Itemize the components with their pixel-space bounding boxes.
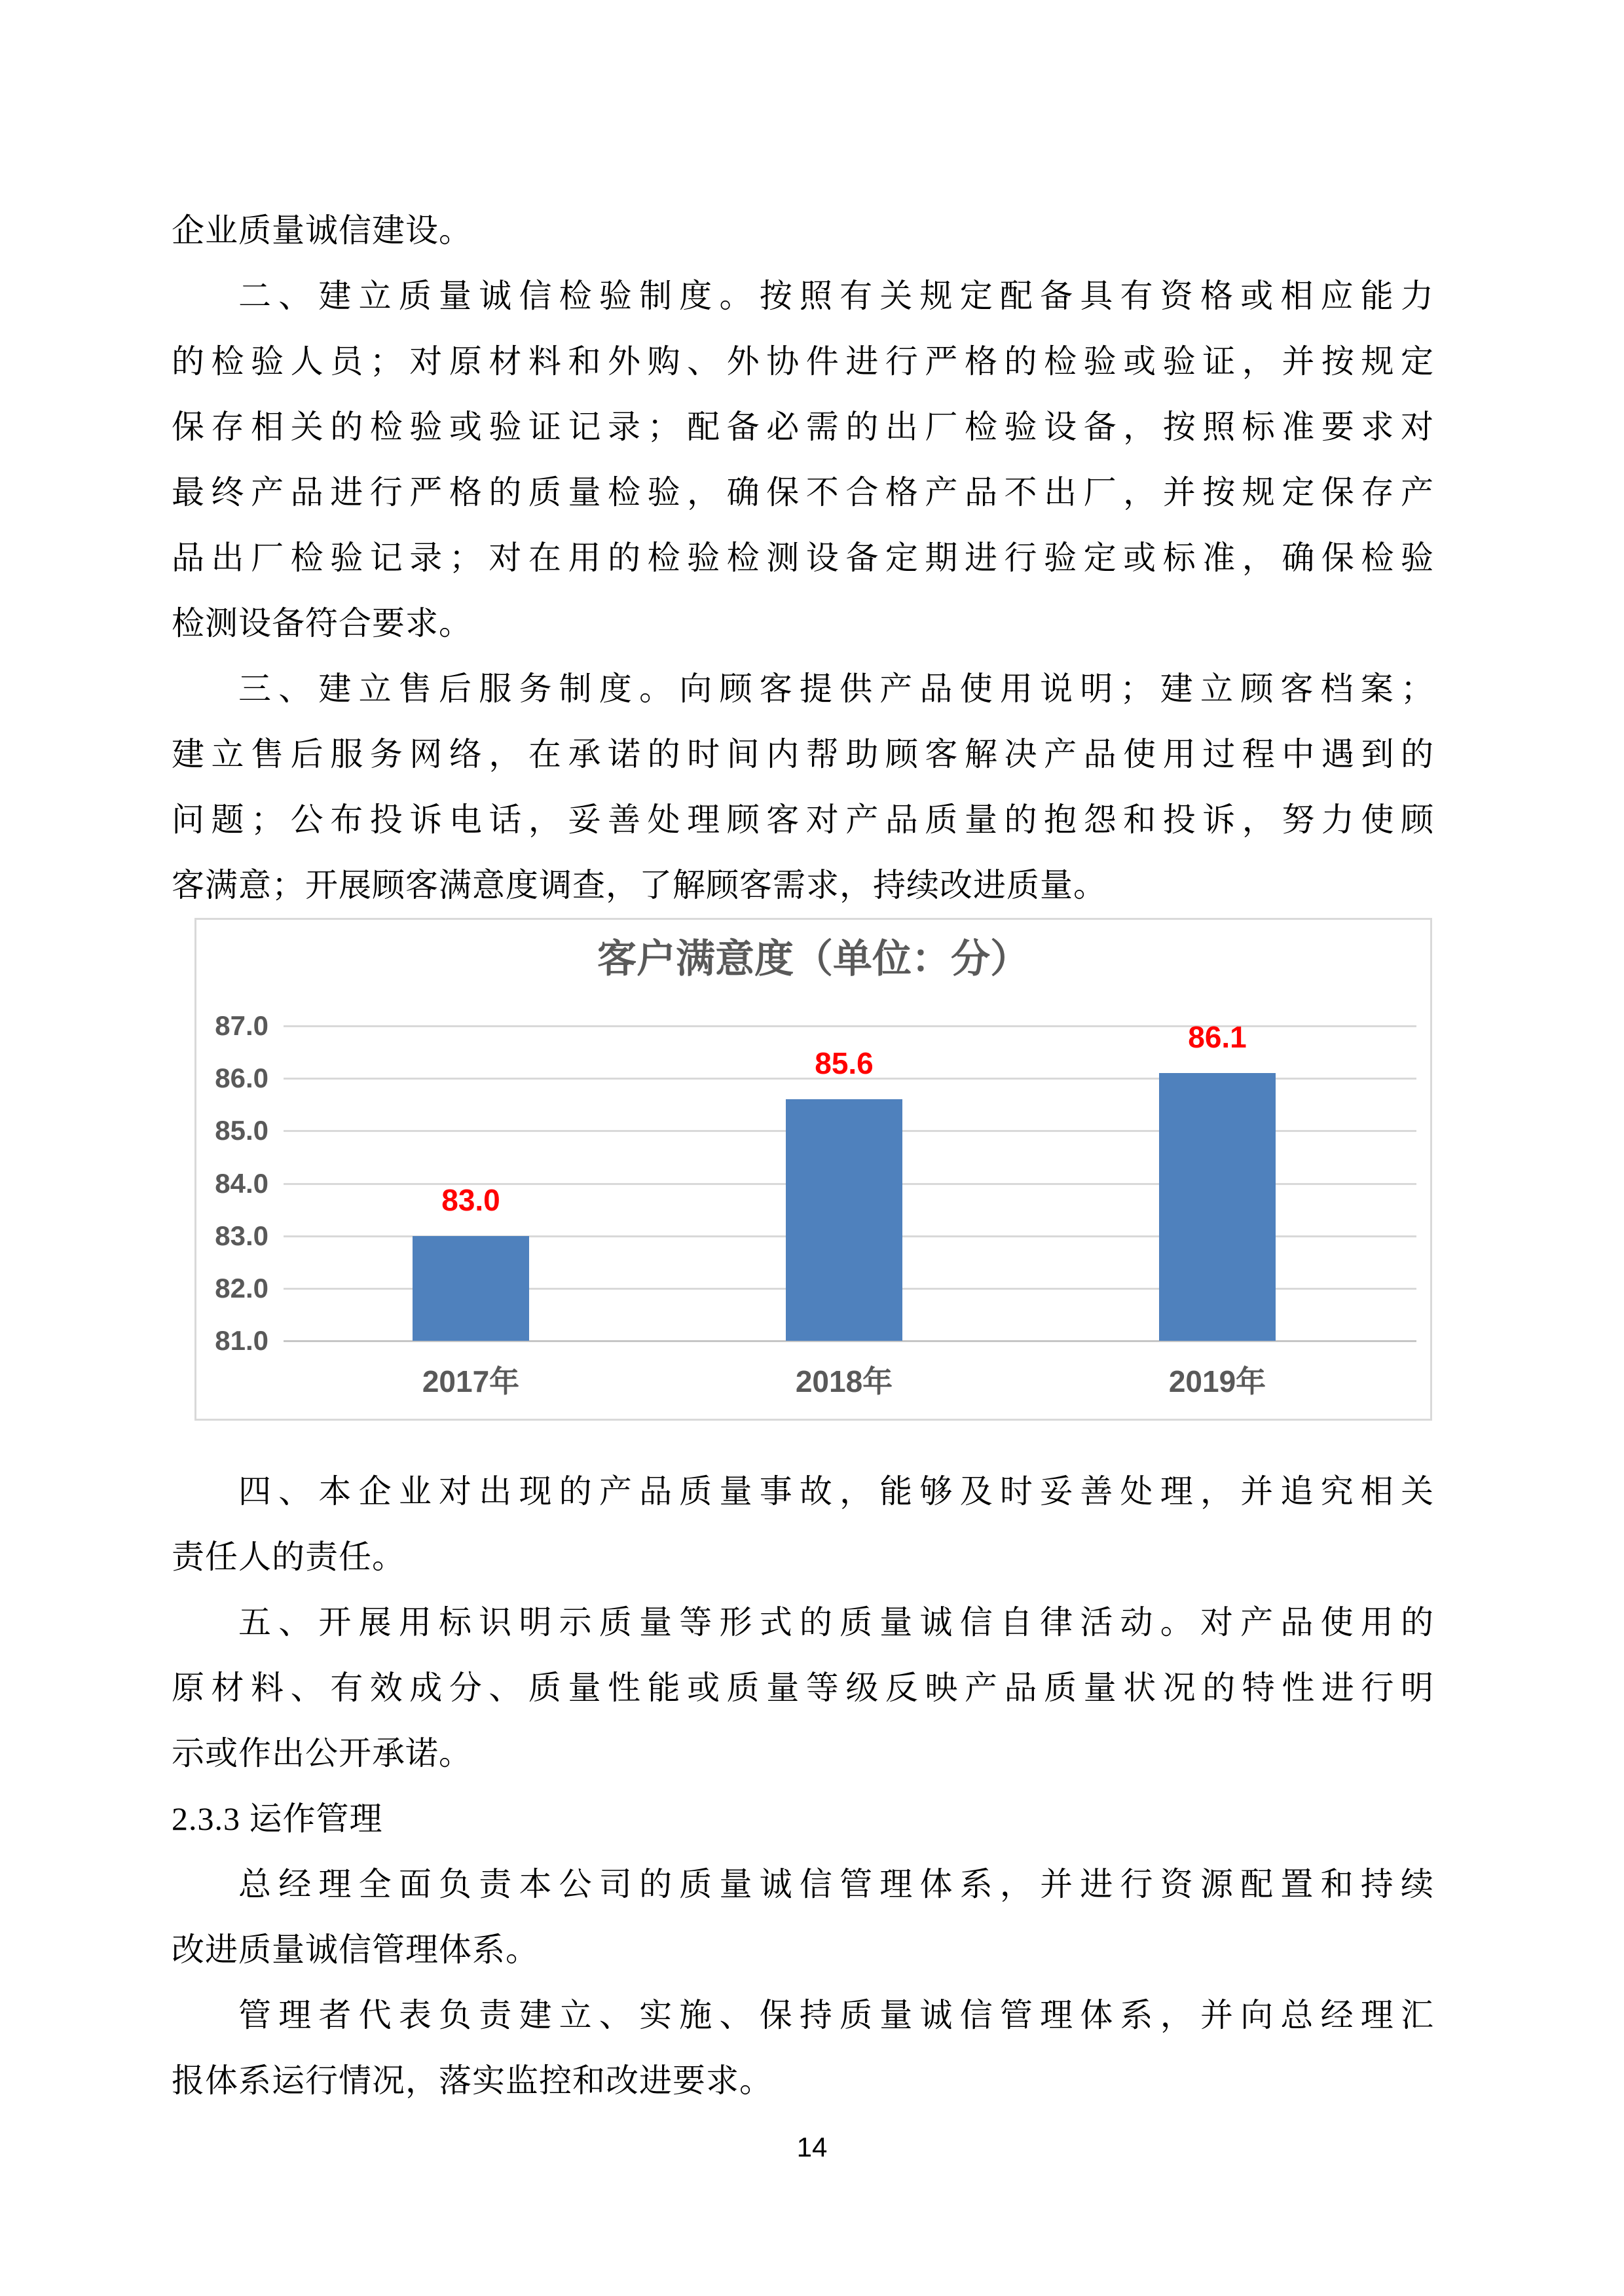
x-axis-category-label: 2018年 bbox=[795, 1364, 893, 1398]
body-line: 三、建立售后服务制度。向顾客提供产品使用说明；建立顾客档案； bbox=[238, 670, 1434, 707]
body-line: 2.3.3 运作管理 bbox=[172, 1800, 383, 1837]
bar-2019年 bbox=[1159, 1073, 1276, 1341]
body-line: 保存相关的检验或验证记录；配备必需的出厂检验设备，按照标准要求对 bbox=[172, 409, 1434, 445]
body-line: 最终产品进行严格的质量检验，确保不合格产品不出厂，并按规定保存产 bbox=[172, 474, 1434, 511]
chart-title: 客户满意度（单位：分） bbox=[597, 938, 1029, 981]
y-axis-tick-label: 82.0 bbox=[215, 1273, 268, 1303]
bar-2017年 bbox=[413, 1236, 529, 1341]
body-line: 企业质量诚信建设。 bbox=[172, 212, 472, 249]
body-line: 总经理全面负责本公司的质量诚信管理体系，并进行资源配置和持续 bbox=[238, 1866, 1434, 1903]
y-axis-tick-label: 85.0 bbox=[215, 1115, 268, 1146]
body-line: 客满意；开展顾客满意度调查，了解顾客需求，持续改进质量。 bbox=[172, 867, 1107, 903]
x-axis-category-label: 2017年 bbox=[422, 1364, 520, 1398]
body-line: 原材料、有效成分、质量性能或质量等级反映产品质量状况的特性进行明 bbox=[172, 1669, 1434, 1706]
body-line: 五、开展用标识明示质量等形式的质量诚信自律活动。对产品使用的 bbox=[238, 1604, 1434, 1641]
body-line: 责任人的责任。 bbox=[172, 1539, 405, 1575]
body-line: 二、建立质量诚信检验制度。按照有关规定配备具有资格或相应能力 bbox=[238, 278, 1434, 314]
body-line: 建立售后服务网络，在承诺的时间内帮助顾客解决产品使用过程中遇到的 bbox=[172, 736, 1434, 773]
body-line: 报体系运行情况，落实监控和改进要求。 bbox=[172, 2062, 773, 2099]
body-line: 问题；公布投诉电话，妥善处理顾客对产品质量的抱怨和投诉，努力使顾 bbox=[172, 801, 1434, 838]
body-line: 改进质量诚信管理体系。 bbox=[172, 1931, 539, 1968]
data-label: 86.1 bbox=[1188, 1020, 1247, 1054]
y-axis-tick-label: 86.0 bbox=[215, 1063, 268, 1093]
body-line: 的检验人员；对原材料和外购、外协件进行严格的检验或验证，并按规定 bbox=[172, 343, 1434, 380]
body-line: 品出厂检验记录；对在用的检验检测设备定期进行验定或标准，确保检验 bbox=[172, 539, 1434, 576]
page-number: 14 bbox=[796, 2132, 828, 2162]
y-axis-tick-label: 87.0 bbox=[215, 1010, 268, 1041]
y-axis-tick-label: 83.0 bbox=[215, 1220, 268, 1251]
body-line: 四、本企业对出现的产品质量事故，能够及时妥善处理，并追究相关 bbox=[238, 1473, 1434, 1510]
customer-satisfaction-chart bbox=[194, 918, 1432, 1421]
y-axis-tick-label: 81.0 bbox=[215, 1325, 268, 1356]
data-label: 85.6 bbox=[815, 1046, 874, 1080]
paragraph-block-after-chart bbox=[172, 1459, 1434, 2113]
text-column bbox=[172, 0, 1434, 2113]
paragraph-block-before-chart bbox=[172, 198, 1434, 918]
data-label: 83.0 bbox=[441, 1183, 500, 1217]
bar-2018年 bbox=[786, 1099, 902, 1341]
body-line: 检测设备符合要求。 bbox=[172, 605, 472, 642]
body-line: 管理者代表负责建立、实施、保持质量诚信管理体系，并向总经理汇 bbox=[238, 1997, 1434, 2033]
y-axis-tick-label: 84.0 bbox=[215, 1168, 268, 1199]
body-line: 示或作出公开承诺。 bbox=[172, 1735, 472, 1772]
x-axis-category-label: 2019年 bbox=[1168, 1364, 1266, 1398]
